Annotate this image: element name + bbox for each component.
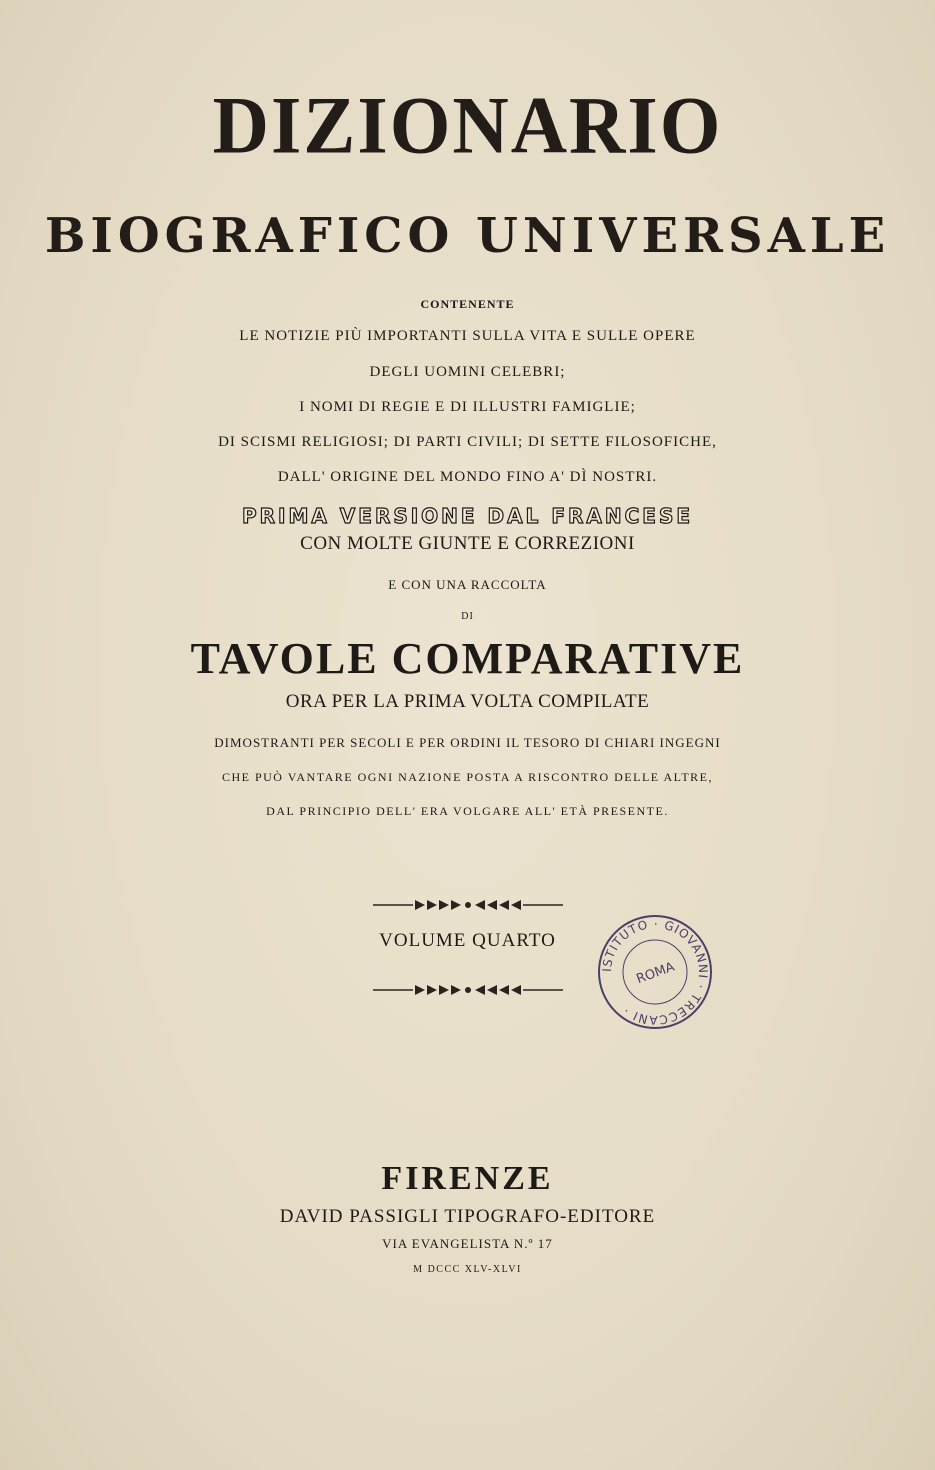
book-title: DIZIONARIO: [212, 78, 723, 171]
description-line-2: DEGLI UOMINI CELEBRI;: [369, 364, 566, 380]
principio-line: DAL PRINCIPIO DELL' ERA VOLGARE ALL' ETÀ PRESENTE.: [266, 804, 669, 818]
description-line-4: DI SCISMI RELIGIOSI; DI PARTI CIVILI; DI SETTE FILOSOFICHE,: [218, 434, 717, 450]
ornament-top: [0, 895, 935, 919]
svg-text:ROMA: ROMA: [634, 959, 677, 988]
giunte-line: CON MOLTE GIUNTE E CORREZIONI: [300, 533, 635, 554]
di-label: DI: [461, 611, 474, 622]
vantare-line: CHE PUÒ VANTARE OGNI NAZIONE POSTA A RISCONTRO DELLE ALTRE,: [221, 770, 714, 784]
library-stamp: [595, 912, 715, 1032]
prima-versione-heading: PRIMA VERSIONE DAL FRANCESE: [241, 504, 694, 528]
city-label: FIRENZE: [381, 1160, 554, 1197]
tavole-heading: TAVOLE COMPARATIVE: [190, 634, 745, 683]
description-line-5: DALL' ORIGINE DEL MONDO FINO A' DÌ NOSTRI.: [277, 469, 658, 485]
ornament-bottom: [0, 980, 935, 1004]
year-label: M DCCC XLV-XLVI: [413, 1264, 522, 1275]
contenente-label: CONTENENTE: [420, 297, 515, 311]
ornament-rule-icon: [373, 895, 563, 915]
compilate-line: ORA PER LA PRIMA VOLTA COMPILATE: [285, 691, 650, 712]
description-line-1: LE NOTIZIE PIÙ IMPORTANTI SULLA VITA E SULLE OPERE: [239, 328, 696, 344]
address-label: VIA EVANGELISTA N.º 17: [382, 1236, 553, 1251]
dimostranti-line: DIMOSTRANTI PER SECOLI E PER ORDINI IL TESORO DI CHIARI INGEGNI: [214, 735, 721, 750]
volume-label: VOLUME QUARTO: [379, 930, 556, 951]
publisher-label: DAVID PASSIGLI TIPOGRAFO-EDITORE: [279, 1206, 656, 1227]
ornament-rule-icon: [373, 980, 563, 1000]
stamp-seal-icon: [595, 912, 715, 1032]
raccolta-line: E CON UNA RACCOLTA: [388, 577, 547, 592]
description-line-3: I NOMI DI REGIE E DI ILLUSTRI FAMIGLIE;: [299, 399, 636, 415]
svg-text:ISTITUTO · GIOVANNI · TRECCANI: ISTITUTO · GIOVANNI · TRECCANI ·: [599, 916, 711, 1028]
book-subtitle: BIOGRAFICO UNIVERSALE: [44, 208, 891, 264]
